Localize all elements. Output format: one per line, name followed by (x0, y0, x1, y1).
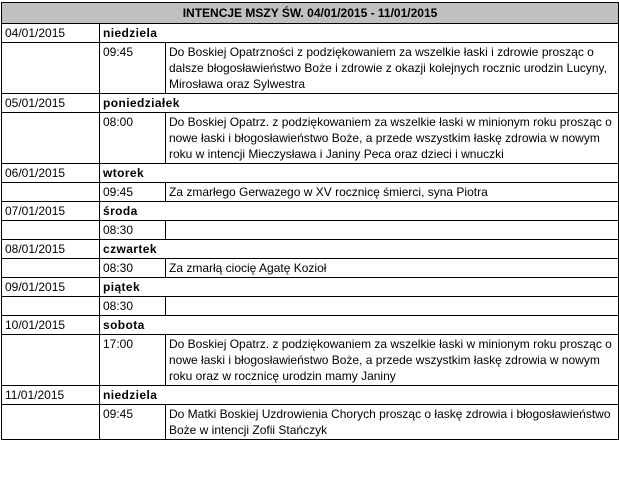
day-row (2, 278, 619, 297)
intention-row (2, 43, 619, 94)
intention-row (2, 297, 619, 316)
table-title: INTENCJE MSZY ŚW. 04/01/2015 - 11/01/2015 (2, 3, 619, 24)
intention-text: Do Boskiej Opatrzności z podziękowaniem za wszelkie łaski i zdrowie prosząc o dalsze błogosławieństwo Boże i zdrowie z okazji kolejnych rocznic urodzin Lucyny, Mirosława oraz Sylwestra (166, 43, 619, 94)
blank-cell (2, 43, 100, 94)
day-name: niedziela (100, 24, 619, 43)
blank-cell (2, 405, 100, 440)
mass-time: 17:00 (100, 335, 166, 386)
day-row (2, 164, 619, 183)
schedule-body (2, 3, 619, 440)
intention-text: Do Boskiej Opatrz. z podziękowaniem za wszelkie łaski w minionym roku prosząc o nowe łaski i błogosławieństwo Boże, a przede wszystkim łaskę zdrowia w nowym roku oraz w rocznicę urodzin mamy Janiny (166, 335, 619, 386)
day-row (2, 316, 619, 335)
day-date: 05/01/2015 (2, 94, 100, 113)
mass-time: 08:30 (100, 259, 166, 278)
intention-row (2, 221, 619, 240)
day-row (2, 94, 619, 113)
mass-time: 09:45 (100, 183, 166, 202)
blank-cell (2, 297, 100, 316)
day-date: 07/01/2015 (2, 202, 100, 221)
intention-text: Za zmarłą ciocię Agatę Kozioł (166, 259, 619, 278)
day-date: 06/01/2015 (2, 164, 100, 183)
intention-text (166, 297, 619, 316)
day-row (2, 240, 619, 259)
day-date: 09/01/2015 (2, 278, 100, 297)
mass-time: 09:45 (100, 43, 166, 94)
blank-cell (2, 183, 100, 202)
intention-row (2, 113, 619, 164)
day-name: wtorek (100, 164, 619, 183)
intention-row (2, 183, 619, 202)
day-name: środa (100, 202, 619, 221)
mass-time: 08:00 (100, 113, 166, 164)
title-row (2, 3, 619, 24)
blank-cell (2, 335, 100, 386)
intention-text: Za zmarłego Gerwazego w XV rocznicę śmierci, syna Piotra (166, 183, 619, 202)
mass-time: 08:30 (100, 221, 166, 240)
intention-row (2, 335, 619, 386)
intention-row (2, 259, 619, 278)
intention-row (2, 405, 619, 440)
intention-text: Do Boskiej Opatrz. z podziękowaniem za wszelkie łaski w minionym roku prosząc o nowe łaski i błogosławieństwo Boże, a przede wszystkim łaskę zdrowia w nowym roku w intencji Mieczysława i Janiny Peca oraz dzieci i wnuczki (166, 113, 619, 164)
day-row (2, 202, 619, 221)
day-date: 08/01/2015 (2, 240, 100, 259)
intention-text (166, 221, 619, 240)
day-date: 04/01/2015 (2, 24, 100, 43)
blank-cell (2, 113, 100, 164)
day-date: 11/01/2015 (2, 386, 100, 405)
mass-time: 09:45 (100, 405, 166, 440)
mass-time: 08:30 (100, 297, 166, 316)
day-row (2, 386, 619, 405)
day-date: 10/01/2015 (2, 316, 100, 335)
day-name: sobota (100, 316, 619, 335)
mass-intentions-table (1, 2, 619, 440)
day-name: czwartek (100, 240, 619, 259)
day-name: poniedziałek (100, 94, 619, 113)
day-name: niedziela (100, 386, 619, 405)
blank-cell (2, 221, 100, 240)
day-row (2, 24, 619, 43)
day-name: piątek (100, 278, 619, 297)
blank-cell (2, 259, 100, 278)
intention-text: Do Matki Boskiej Uzdrowienia Chorych prosząc o łaskę zdrowia i błogosławieństwo Boże w intencji Zofii Stańczyk (166, 405, 619, 440)
